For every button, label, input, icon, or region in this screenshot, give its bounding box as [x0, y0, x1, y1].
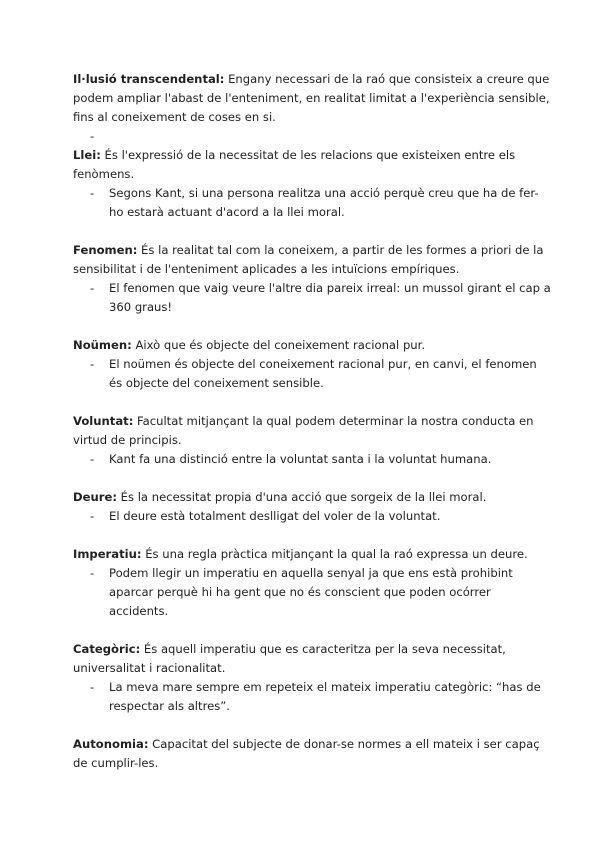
term-label: Imperatiu:	[73, 547, 142, 561]
example-bullet	[73, 279, 553, 317]
term-label: Autonomia:	[73, 737, 149, 751]
definition-paragraph	[73, 735, 553, 773]
glossary-entry-voluntat	[73, 412, 553, 469]
term-label: Noümen:	[73, 338, 132, 352]
spacer	[73, 317, 553, 336]
example-bullet	[73, 564, 553, 621]
example-text: La meva mare sempre em repeteix el mateix imperatiu categòric: “has de respectar als altres”.	[109, 680, 541, 713]
example-bullet	[73, 450, 553, 469]
term-label: Il·lusió transcendental:	[73, 72, 225, 86]
definition-text: Capacitat del subjecte de donar-se normes a ell mateix i ser capaç de cumplir-les.	[73, 737, 540, 770]
term-label: Deure:	[73, 490, 117, 504]
definition-text: És aquell imperatiu que es caracteritza per la seva necessitat, universalitat i racionalitat.	[73, 642, 506, 675]
bullet-dash: -	[90, 680, 95, 694]
example-bullet	[73, 678, 553, 716]
term-label: Fenomen:	[73, 243, 138, 257]
definition-text: Engany necessari de la raó que consisteix a creure que podem ampliar l'abast de l'enteniment, en realitat limitat a l'experiència sensible, fins al coneixement de coses en si.	[73, 72, 550, 124]
spacer	[73, 127, 553, 146]
spacer	[73, 716, 553, 735]
definition-text: És l'expressió de la necessitat de les relacions que existeixen entre els fenòmens.	[73, 148, 516, 181]
term-label: Voluntat:	[73, 414, 134, 428]
definition-text: És una regla pràctica mitjançant la qual la raó expressa un deure.	[141, 547, 528, 561]
definition-text: És la realitat tal com la coneixem, a partir de les formes a priori de la sensibilitat i de l'enteniment aplicades a les intuïcions empíriques.	[73, 243, 544, 276]
glossary-entry-illusio-transcendental	[73, 70, 553, 143]
example-text: Podem llegir un imperatiu en aquella senyal ja que ens està prohibint aparcar perquè hi ha gent que no és conscient que poden ocórrer accidents.	[109, 566, 513, 618]
example-bullet	[73, 507, 553, 526]
bullet-dash: -	[90, 566, 95, 580]
bullet-dash: -	[90, 452, 95, 466]
example-text: El fenomen que vaig veure l'altre dia pareix irreal: un mussol girant el cap a 360 graus!	[109, 281, 551, 314]
spacer	[73, 222, 553, 241]
bullet-dash: -	[90, 129, 95, 143]
bullet-dash: -	[90, 357, 95, 371]
example-bullet	[73, 184, 553, 222]
spacer	[73, 469, 553, 488]
definition-paragraph	[73, 70, 553, 127]
bullet-dash: -	[90, 281, 95, 295]
example-text: Kant fa una distinció entre la voluntat santa i la voluntat humana.	[109, 452, 492, 466]
spacer	[73, 621, 553, 640]
definition-paragraph	[73, 241, 553, 279]
definition-paragraph	[73, 488, 553, 507]
glossary-entry-fenomen	[73, 241, 553, 317]
bullet-dash: -	[90, 509, 95, 523]
example-bullet	[73, 355, 553, 393]
example-text: Segons Kant, si una persona realitza una acció perquè creu que ha de fer-ho estarà actuant d'acord a la llei moral.	[109, 186, 539, 219]
example-text: El deure està totalment deslligat del voler de la voluntat.	[109, 509, 441, 523]
glossary-entry-categoric	[73, 640, 553, 716]
term-label: Categòric:	[73, 642, 141, 656]
document-page	[73, 70, 553, 773]
spacer	[73, 526, 553, 545]
example-text: El noümen és objecte del coneixement racional pur, en canvi, el fenomen és objecte del coneixement sensible.	[109, 357, 537, 390]
definition-paragraph	[73, 640, 553, 678]
spacer	[73, 393, 553, 412]
definition-paragraph	[73, 146, 553, 184]
glossary-entry-deure	[73, 488, 553, 526]
glossary-entry-llei	[73, 146, 553, 222]
definition-paragraph	[73, 545, 553, 564]
term-label: Llei:	[73, 148, 101, 162]
definition-text: Facultat mitjançant la qual podem determinar la nostra conducta en virtud de principis.	[73, 414, 534, 447]
glossary-entry-autonomia	[73, 735, 553, 773]
glossary-entry-noumen	[73, 336, 553, 393]
definition-text: Això que és objecte del coneixement racional pur.	[131, 338, 426, 352]
bullet-dash: -	[90, 186, 95, 200]
definition-paragraph	[73, 336, 553, 355]
glossary-entry-imperatiu	[73, 545, 553, 621]
definition-paragraph	[73, 412, 553, 450]
definition-text: És la necessitat propia d'una acció que sorgeix de la llei moral.	[116, 490, 487, 504]
